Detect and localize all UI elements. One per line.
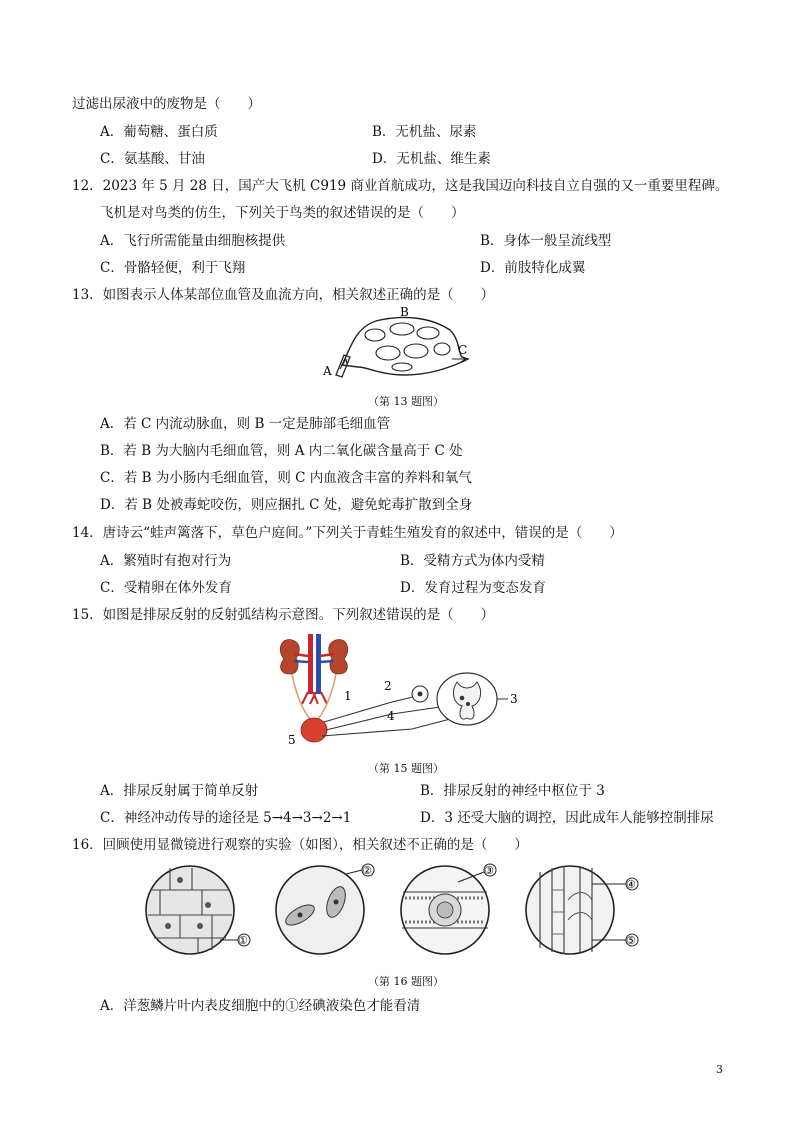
q11-option-b[interactable]: B．无机盐、尿素 [372, 124, 477, 140]
q15-label-1: 1 [344, 689, 352, 703]
q13-option-b[interactable]: B．若 B 为大脑内毛细血管，则 A 内二氧化碳含量高于 C 处 [100, 443, 463, 459]
q12-option-a[interactable]: A．飞行所需能量由细胞核提供 [100, 233, 286, 249]
q16-label-5: ⑤ [626, 934, 636, 947]
q11-option-a[interactable]: A．葡萄糖、蛋白质 [100, 124, 218, 140]
q11-option-c[interactable]: C．氨基酸、甘油 [100, 151, 205, 167]
q15-option-c[interactable]: C．神经冲动传导的途径是 5→4→3→2→1 [100, 810, 352, 826]
q14-option-d[interactable]: D．发育过程为变态发育 [400, 580, 546, 596]
q15-label-3: 3 [510, 692, 518, 706]
q11-stem-tail: 过滤出尿液中的废物是（ ） [72, 96, 261, 112]
q13-blood-vessel-figure [320, 305, 480, 380]
q13-label-b: B [400, 305, 409, 319]
q15-option-b[interactable]: B．排尿反射的神经中枢位于 3 [420, 783, 605, 799]
q12-stem-line1: 12．2023 年 5 月 28 日，国产大飞机 C919 商业首航成功，这是我国迈向科技自立自强的又一重要里程碑。 [72, 178, 729, 194]
q15-option-d[interactable]: D．3 还受大脑的调控，因此成年人能够控制排尿 [420, 810, 714, 826]
q13-label-c: C [458, 343, 468, 357]
onion-cells-view [146, 866, 250, 954]
leaf-section-view [401, 864, 496, 954]
q15-option-a[interactable]: A．排尿反射属于简单反射 [100, 783, 259, 799]
q15-stem: 15．如图是排尿反射的反射弧结构示意图。下列叙述错误的是（ ） [72, 607, 495, 623]
q16-label-2: ② [362, 864, 372, 877]
q11-option-d[interactable]: D．无机盐、维生素 [372, 151, 491, 167]
q13-label-a: A [323, 364, 332, 378]
q13-option-d[interactable]: D．若 B 处被毒蛇咬伤，则应捆扎 C 处，避免蛇毒扩散到全身 [100, 497, 473, 513]
q14-option-c[interactable]: C．受精卵在体外发育 [100, 580, 232, 596]
q16-label-1: ① [238, 934, 248, 947]
q15-label-2: 2 [384, 679, 392, 693]
q16-stem: 16．回顾使用显微镜进行观察的实验（如图），相关叙述不正确的是（ ） [72, 837, 528, 853]
q13-option-c[interactable]: C．若 B 为小肠内毛细血管，则 C 内血液含丰富的养料和氧气 [100, 470, 472, 486]
cheek-cells-view [276, 864, 374, 954]
q16-caption: （第 16 题图） [368, 975, 444, 988]
q16-microscope-figure [140, 860, 660, 960]
q12-option-c[interactable]: C．骨骼轻便，利于飞翔 [100, 260, 246, 276]
left-kidney-icon [280, 640, 299, 674]
bladder-icon [301, 718, 327, 742]
q13-stem: 13．如图表示人体某部位血管及血流方向，相关叙述正确的是（ ） [72, 287, 495, 303]
q14-stem: 14．唐诗云“蛙声篱落下，草色户庭间。”下列关于青蛙生殖发育的叙述中，错误的是（ ） [72, 525, 623, 541]
q14-option-a[interactable]: A．繁殖时有抱对行为 [100, 553, 232, 569]
q15-label-4: 4 [387, 709, 395, 723]
q15-caption: （第 15 题图） [368, 762, 444, 775]
q12-option-b[interactable]: B．身体一般呈流线型 [480, 233, 612, 249]
q12-stem-line2: 飞机是对鸟类的仿生，下列关于鸟类的叙述错误的是（ ） [100, 205, 465, 221]
q16-label-3: ③ [484, 864, 494, 877]
q12-option-d[interactable]: D．前肢特化成翼 [480, 260, 586, 276]
q13-option-a[interactable]: A．若 C 内流动脉血，则 B 一定是肺部毛细血管 [100, 416, 391, 432]
q16-label-4: ④ [626, 878, 636, 891]
q13-caption: （第 13 题图） [368, 395, 444, 408]
q14-option-b[interactable]: B．受精方式为体内受精 [400, 553, 545, 569]
q16-option-a[interactable]: A．洋葱鳞片叶内表皮细胞中的①经碘液染色才能看清 [100, 998, 421, 1014]
right-kidney-icon [329, 640, 348, 674]
vessel-tissue-view [526, 866, 638, 954]
page-number: 3 [716, 1063, 723, 1076]
q15-reflex-arc-figure [272, 634, 522, 749]
q15-label-5: 5 [288, 733, 296, 747]
